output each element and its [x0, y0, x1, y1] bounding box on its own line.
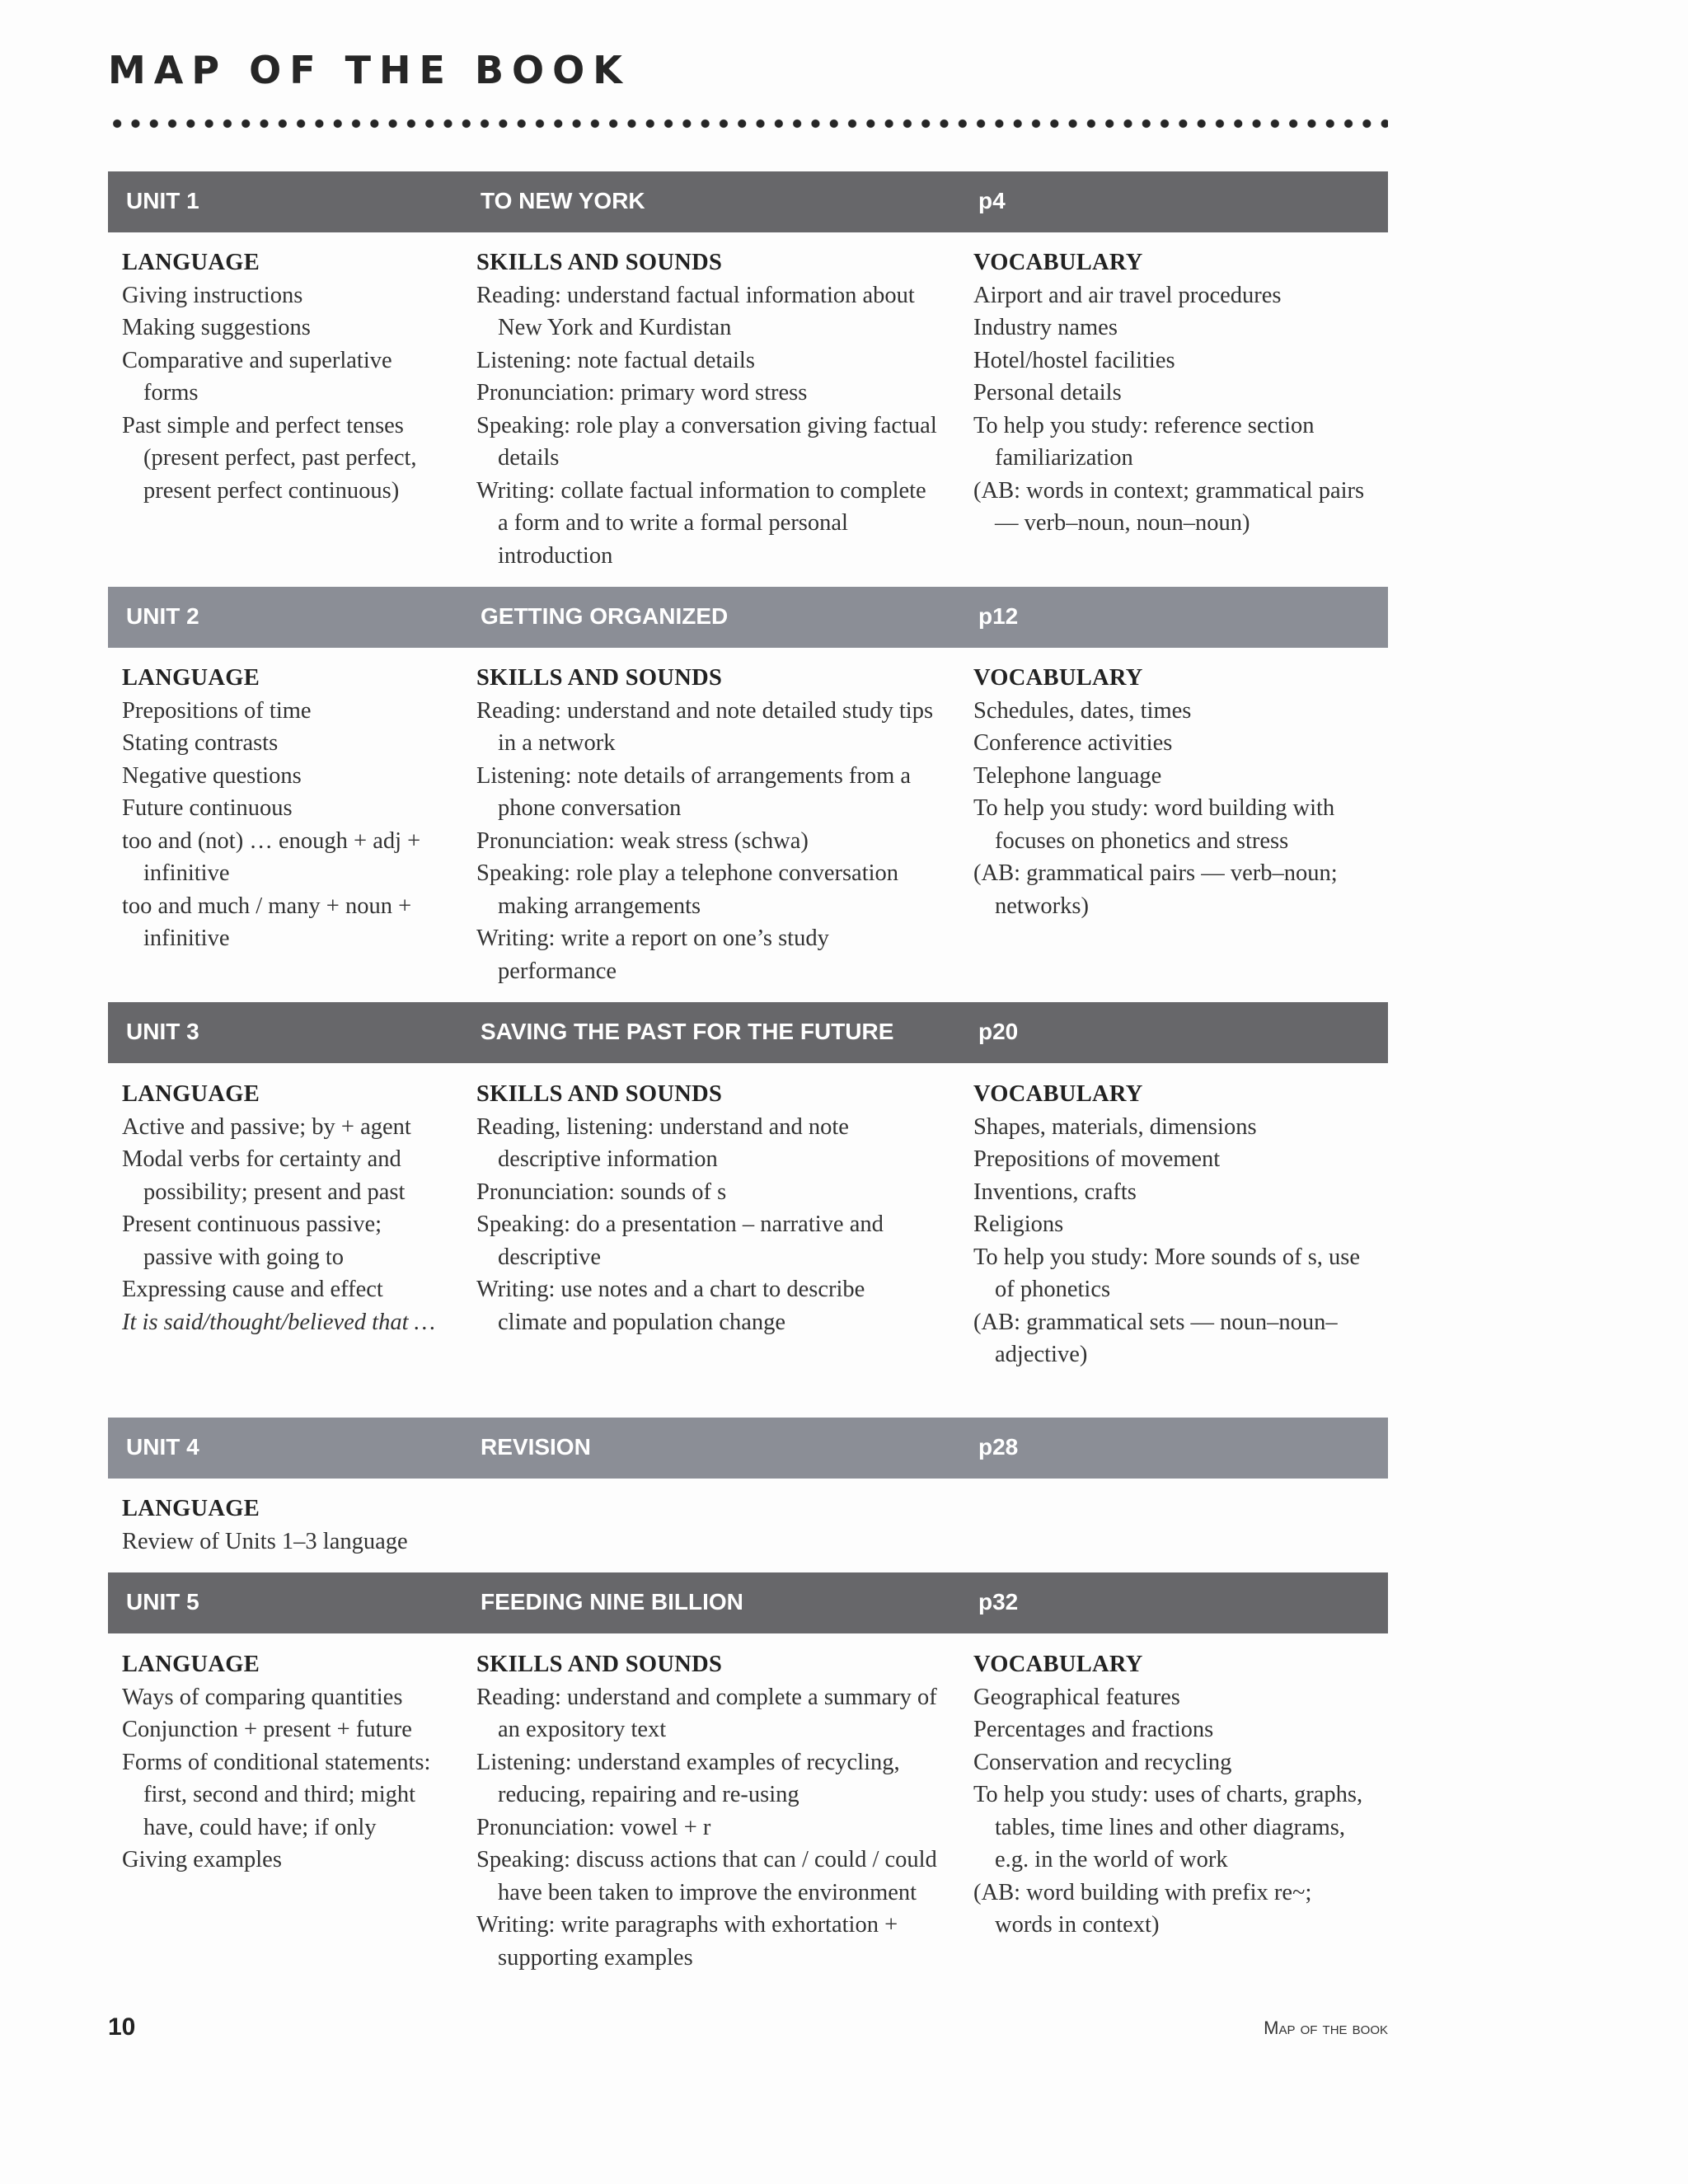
- vocabulary-item: To help you study: More sounds of s, use of phonetics: [973, 1244, 1361, 1302]
- vocabulary-item: Conference activities: [973, 730, 1173, 756]
- vocabulary-item: Percentages and fractions: [973, 1717, 1214, 1742]
- skills-item: Reading: understand and note detailed study tips in a network: [476, 697, 934, 756]
- skills-item: Speaking: discuss actions that can / could / could have been taken to improve the environment: [476, 1847, 937, 1905]
- skills-item: Speaking: role play a conversation giving factual details: [476, 412, 937, 471]
- language-item: Expressing cause and effect: [122, 1277, 383, 1302]
- skills-item: Speaking: do a presentation – narrative and descriptive: [476, 1212, 884, 1270]
- skills-item: Reading: understand and complete a summary of an expository text: [476, 1684, 937, 1742]
- unit-1-skills-column: [476, 246, 938, 572]
- unit-3-vocabulary-column: [973, 1078, 1369, 1371]
- unit-3-skills-column: [476, 1078, 938, 1338]
- skills-item: Speaking: role play a telephone conversation making arrangements: [476, 860, 899, 919]
- language-item: Ways of comparing quantities: [122, 1684, 403, 1710]
- page-number: 10: [108, 2013, 136, 2041]
- unit-label: UNIT 1: [126, 188, 199, 213]
- skills-item: Writing: write paragraphs with exhortation + supporting examples: [476, 1912, 898, 1971]
- language-item: Making suggestions: [122, 315, 311, 340]
- language-item: too and (not) … enough + adj + infinitive: [122, 827, 421, 886]
- vocabulary-heading: VOCABULARY: [973, 1081, 1143, 1107]
- unit-5-header: [108, 1572, 1388, 1633]
- unit-title: GETTING ORGANIZED: [481, 603, 729, 629]
- unit-4-header: [108, 1418, 1388, 1479]
- unit-page: p28: [978, 1434, 1019, 1460]
- vocabulary-heading: VOCABULARY: [973, 250, 1143, 275]
- unit-1-language-column: [122, 246, 452, 507]
- language-heading: LANGUAGE: [122, 665, 260, 691]
- unit-3-header: [108, 1002, 1388, 1063]
- vocabulary-item: Shapes, materials, dimensions: [973, 1113, 1257, 1140]
- vocabulary-item: Hotel/hostel facilities: [973, 347, 1175, 373]
- language-item: Giving examples: [122, 1847, 282, 1872]
- unit-label: UNIT 5: [126, 1589, 199, 1615]
- language-item: Prepositions of time: [122, 697, 312, 724]
- unit-label: UNIT 2: [126, 603, 199, 629]
- unit-title: REVISION: [481, 1434, 591, 1460]
- unit-5-language-column: [122, 1648, 452, 1877]
- unit-4-language-column: [122, 1493, 452, 1558]
- language-item: Stating contrasts: [122, 730, 279, 756]
- unit-title: SAVING THE PAST FOR THE FUTURE: [481, 1019, 894, 1044]
- skills-item: Pronunciation: vowel + r: [476, 1814, 711, 1840]
- skills-heading: SKILLS AND SOUNDS: [476, 250, 723, 275]
- vocabulary-item: (AB: grammatical sets — noun–noun–adjective): [973, 1309, 1338, 1367]
- vocabulary-item: (AB: word building with prefix re~; words in context): [973, 1879, 1312, 1938]
- vocabulary-item: Prepositions of movement: [973, 1146, 1221, 1172]
- unit-page: p32: [978, 1589, 1019, 1615]
- unit-label: UNIT 3: [126, 1019, 199, 1044]
- skills-item: Reading: understand factual information about New York and Kurdistan: [476, 282, 915, 340]
- unit-title: TO NEW YORK: [481, 188, 645, 213]
- unit-2-skills-column: [476, 662, 938, 987]
- skills-item: Listening: understand examples of recycling, reducing, repairing and re-using: [476, 1749, 900, 1807]
- language-heading: LANGUAGE: [122, 1496, 260, 1521]
- skills-item: Listening: note details of arrangements from a phone conversation: [476, 762, 912, 821]
- language-item: Forms of conditional statements: first, second and third; might have, could have; if only: [122, 1749, 431, 1840]
- unit-1-header: [108, 171, 1388, 232]
- language-heading: LANGUAGE: [122, 1081, 260, 1107]
- skills-heading: SKILLS AND SOUNDS: [476, 1652, 723, 1677]
- skills-item: Pronunciation: weak stress (schwa): [476, 827, 809, 854]
- language-item: Modal verbs for certainty and possibility; present and past: [122, 1146, 406, 1205]
- skills-item: Listening: note factual details: [476, 347, 755, 373]
- skills-item: Reading, listening: understand and note descriptive information: [476, 1113, 849, 1172]
- language-item: Present continuous passive; passive with going to: [122, 1212, 382, 1270]
- vocabulary-item: To help you study: uses of charts, graphs, tables, time lines and other diagrams, e.g. in the world of work: [973, 1782, 1363, 1872]
- unit-label: UNIT 4: [126, 1434, 199, 1460]
- vocabulary-item: Religions: [973, 1212, 1064, 1237]
- skills-item: Writing: use notes and a chart to describe climate and population change: [476, 1277, 865, 1335]
- skills-item: Writing: write a report on one’s study performance: [476, 926, 829, 984]
- dotted-divider: [108, 119, 1388, 129]
- skills-item: Writing: collate factual information to complete a form and to write a formal personal introduction: [476, 477, 926, 569]
- language-item: Review of Units 1–3 language: [122, 1528, 408, 1554]
- unit-2-vocabulary-column: [973, 662, 1369, 922]
- language-item: It is said/thought/believed that …: [122, 1309, 435, 1335]
- skills-heading: SKILLS AND SOUNDS: [476, 665, 723, 691]
- vocabulary-item: Geographical features: [973, 1684, 1180, 1710]
- vocabulary-item: To help you study: word building with focuses on phonetics and stress: [973, 795, 1335, 854]
- vocabulary-item: Inventions, crafts: [973, 1179, 1137, 1205]
- unit-title: FEEDING NINE BILLION: [481, 1589, 743, 1615]
- language-item: Comparative and superlative forms: [122, 347, 392, 405]
- vocabulary-item: Conservation and recycling: [973, 1749, 1232, 1775]
- language-item: too and much / many + noun + infinitive: [122, 893, 412, 951]
- vocabulary-item: (AB: words in context; grammatical pairs — verb–noun, noun–noun): [973, 477, 1365, 536]
- unit-1-vocabulary-column: [973, 246, 1369, 540]
- language-heading: LANGUAGE: [122, 1652, 260, 1677]
- vocabulary-item: Industry names: [973, 315, 1118, 340]
- unit-page: p12: [978, 603, 1019, 629]
- skills-item: Pronunciation: primary word stress: [476, 380, 808, 405]
- running-footer: Map of the book: [1264, 2018, 1388, 2038]
- vocabulary-item: Personal details: [973, 380, 1122, 405]
- language-item: Conjunction + present + future: [122, 1717, 412, 1742]
- unit-page: p20: [978, 1019, 1019, 1044]
- vocabulary-item: To help you study: reference section familiarization: [973, 412, 1315, 471]
- unit-2-header: [108, 587, 1388, 648]
- unit-5-skills-column: [476, 1648, 938, 1974]
- language-item: Past simple and perfect tenses (present perfect, past perfect, present perfect continuous): [122, 412, 417, 504]
- language-item: Active and passive; by + agent: [122, 1113, 411, 1140]
- vocabulary-item: (AB: grammatical pairs — verb–noun; networks): [973, 860, 1338, 919]
- skills-item: Pronunciation: sounds of s: [476, 1179, 727, 1205]
- language-item: Future continuous: [122, 795, 293, 821]
- vocabulary-item: Schedules, dates, times: [973, 697, 1192, 724]
- language-item: Giving instructions: [122, 282, 303, 308]
- vocabulary-item: Telephone language: [973, 762, 1162, 789]
- vocabulary-heading: VOCABULARY: [973, 665, 1143, 691]
- unit-3-language-column: [122, 1078, 452, 1338]
- language-heading: LANGUAGE: [122, 250, 260, 275]
- vocabulary-heading: VOCABULARY: [973, 1652, 1143, 1677]
- unit-2-language-column: [122, 662, 452, 955]
- unit-page: p4: [978, 188, 1006, 213]
- skills-heading: SKILLS AND SOUNDS: [476, 1081, 723, 1107]
- vocabulary-item: Airport and air travel procedures: [973, 282, 1282, 308]
- page-title: MAP OF THE BOOK: [108, 48, 631, 92]
- unit-5-vocabulary-column: [973, 1648, 1369, 1942]
- language-item: Negative questions: [122, 762, 302, 789]
